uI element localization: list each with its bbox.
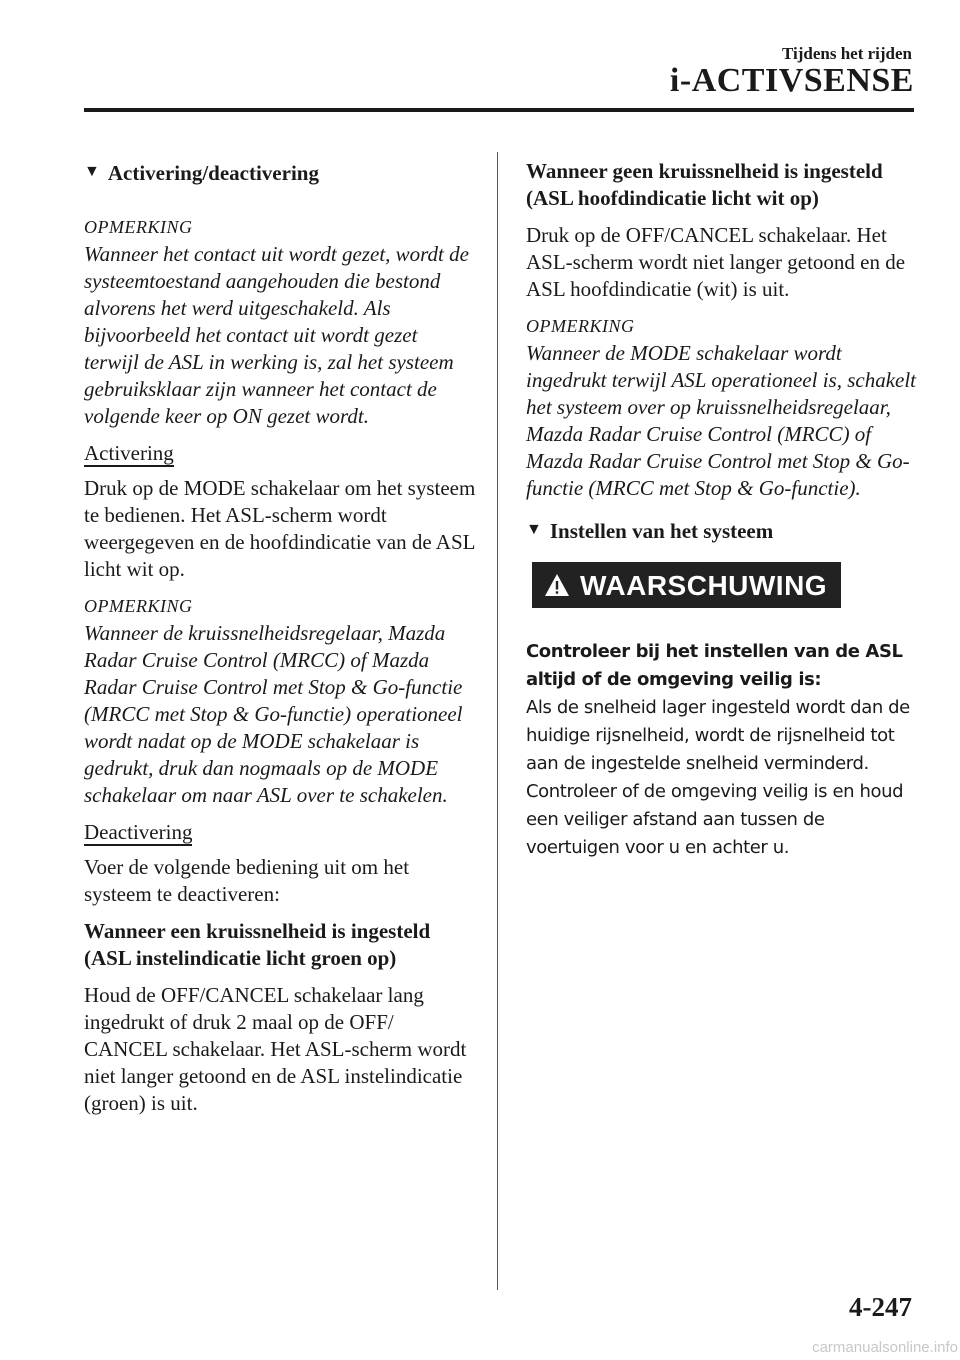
footer-watermark: carmanualsonline.info [812, 1339, 958, 1356]
header-chapter-title: i-ACTIVSENSE [669, 62, 914, 99]
warning-triangle-icon [544, 573, 570, 597]
warning-text: Als de snelheid lager ingesteld wordt dan de huidige rijsnelheid, wordt de rijsnelheid tot aan de ingestelde snelheid verminderd. Controleer of de omgeving veilig is en houd een veiliger afstand aan tussen de voertuigen voor u en achter u. [526, 697, 910, 858]
section-heading-setup [526, 516, 918, 546]
note-label: OPMERKING [84, 596, 193, 616]
page-number: 4-247 [849, 1292, 912, 1322]
note-label: OPMERKING [526, 316, 635, 336]
case-text: Druk op de OFF/CANCEL schakelaar. Het ASL-scherm wordt niet langer getoond en de ASL hoofdindicatie (wit) is uit. [526, 223, 906, 301]
note-text: Wanneer de kruissnelheidsregelaar, Mazda Radar Cruise Control (MRCC) of Mazda Radar Cruise Control met Stop & Go-functie (MRCC met Stop & Go-functie) operationeel wordt nadat op de MODE schakelaar is gedrukt, druk dan nogmaals op de MODE schakelaar om naar ASL over te schakelen. [84, 621, 463, 807]
warning-bold-text: Controleer bij het instellen van de ASL altijd of de omgeving veilig is: [526, 641, 903, 690]
activation-block [84, 440, 476, 583]
right-column [526, 158, 918, 862]
header-rule [84, 108, 914, 112]
section-heading-text: Instellen van het systeem [549, 519, 774, 543]
triangle-bullet-icon: ▼ [526, 521, 542, 538]
note-label: OPMERKING [84, 217, 193, 237]
subheading-activation: Activering [84, 441, 174, 465]
warning-label: WAARSCHUWING [580, 569, 828, 601]
column-divider [497, 152, 498, 1290]
note-block [84, 593, 476, 809]
deactivation-text: Voer de volgende bediening uit om het systeem te deactiveren: [84, 855, 410, 906]
note-text: Wanneer het contact uit wordt gezet, wordt de systeemtoestand aangehouden die bestond alvorens het werd uitgeschakeld. Als bijvoorbeeld het contact uit wordt gezet terwijl de ASL in werking is, zal het systeem gebruiksklaar zijn wanneer het contact de volgende keer op ON gezet wordt. [84, 242, 469, 428]
activation-text: Druk op de MODE schakelaar om het systeem te bedienen. Het ASL-scherm wordt weergegeven en de hoofdindicatie van de ASL licht wit op. [84, 476, 476, 581]
deactivation-block [84, 819, 476, 908]
triangle-bullet-icon: ▼ [84, 163, 100, 180]
section-heading-activation [84, 158, 476, 188]
warning-body [526, 638, 918, 862]
section-heading-text: Activering/deactivering [107, 161, 319, 185]
note-block [84, 214, 476, 430]
note-text: Wanneer de MODE schakelaar wordt ingedrukt terwijl ASL operationeel is, schakelt het systeem over op kruissnelheidsregelaar, Mazda Radar Cruise Control (MRCC) of Mazda Radar Cruise Control met Stop & Go-functie (MRCC met Stop & Go-functie). [526, 341, 917, 500]
header-section-label: Tijdens het rijden [781, 44, 912, 63]
case-text: Houd de OFF/CANCEL schakelaar lang ingedrukt of druk 2 maal op de OFF/ CANCEL schakelaar. Het ASL-scherm wordt niet langer getoond en de ASL instelindicatie (groen) is uit. [84, 983, 467, 1115]
subheading-deactivation: Deactivering [84, 820, 193, 844]
left-column [84, 158, 476, 1127]
case-heading: Wanneer geen kruissnelheid is ingesteld (ASL hoofdindicatie licht wit op) [526, 159, 883, 210]
note-block [526, 313, 918, 502]
warning-banner [532, 562, 841, 608]
case-heading: Wanneer een kruissnelheid is ingesteld (ASL instelindicatie licht groen op) [84, 919, 431, 970]
